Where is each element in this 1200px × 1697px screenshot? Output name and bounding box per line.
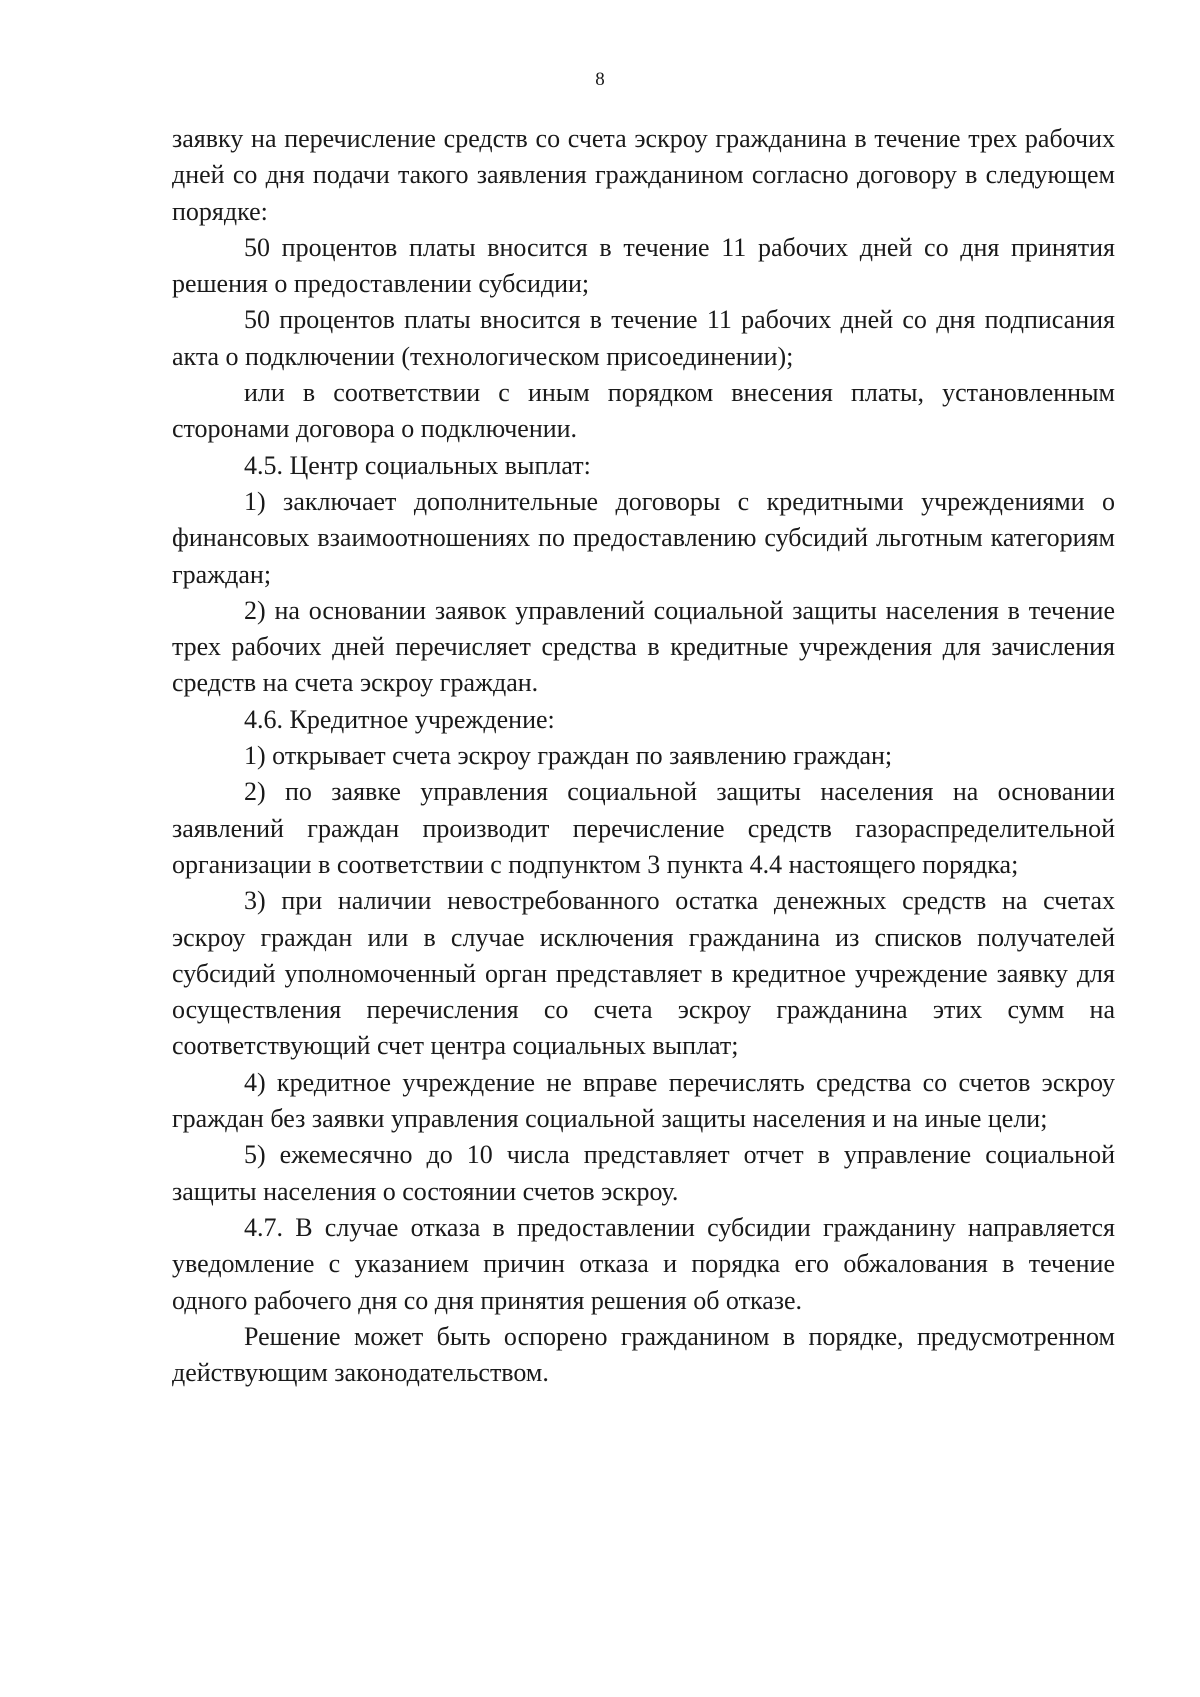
paragraph: 4.7. В случае отказа в предоставлении субсидии гражданину направляется уведомление с указанием причин отказа и порядка его обжалования в течение одного рабочего дня со дня принятия решения об отказе. bbox=[172, 1212, 1115, 1315]
paragraph: 50 процентов платы вносится в течение 11 рабочих дней со дня принятия решения о предоставлении субсидии; bbox=[172, 232, 1115, 299]
paragraph: 4) кредитное учреждение не вправе перечислять средства со счетов эскроу граждан без заявки управления социальной защиты населения и на иные цели; bbox=[172, 1067, 1115, 1134]
page-number: 8 bbox=[595, 69, 605, 90]
paragraph: 4.5. Центр социальных выплат: bbox=[244, 450, 591, 480]
paragraph: 1) открывает счета эскроу граждан по заявлению граждан; bbox=[244, 741, 893, 771]
paragraph: заявку на перечисление средств со счета эскроу гражданина в течение трех рабочих дней со дня подачи такого заявления гражданином согласно договору в следующем порядке: bbox=[172, 124, 1115, 226]
paragraph: 50 процентов платы вносится в течение 11 рабочих дней со дня подписания акта о подключении (технологическом присоединении); bbox=[172, 305, 1115, 371]
paragraph: 2) по заявке управления социальной защиты населения на основании заявлений граждан производит перечисление средств газораспределительной организации в соответствии с подпунктом 3 пункта 4.4 настоящего порядка; bbox=[172, 777, 1115, 879]
paragraph: 5) ежемесячно до 10 числа представляет отчет в управление социальной защиты населения о состоянии счетов эскроу. bbox=[172, 1140, 1115, 1206]
paragraph: 1) заключает дополнительные договоры с кредитными учреждениями о финансовых взаимоотношениях по предоставлению субсидий льготным категориям граждан; bbox=[172, 486, 1115, 589]
paragraph: 3) при наличии невостребованного остатка денежных средств на счетах эскроу граждан или в случае исключения гражданина из списков получателей субсидий уполномоченный орган представляет в кредитное учреждение заявку для осуществления перечисления со счета эскроу гражданина этих сумм на соответствующий счет центра социальных выплат; bbox=[172, 886, 1115, 1061]
paragraph: 4.6. Кредитное учреждение: bbox=[244, 704, 555, 734]
paragraph: 2) на основании заявок управлений социальной защиты населения в течение трех рабочих дней перечисляет средства в кредитные учреждения для зачисления средств на счета эскроу граждан. bbox=[172, 595, 1115, 698]
document-body bbox=[172, 121, 1115, 1391]
paragraph: или в соответствии с иным порядком внесения платы, установленным сторонами договора о подключении. bbox=[172, 378, 1115, 444]
paragraph: Решение может быть оспорено гражданином в порядке, предусмотренном действующим законодательством. bbox=[172, 1321, 1115, 1388]
